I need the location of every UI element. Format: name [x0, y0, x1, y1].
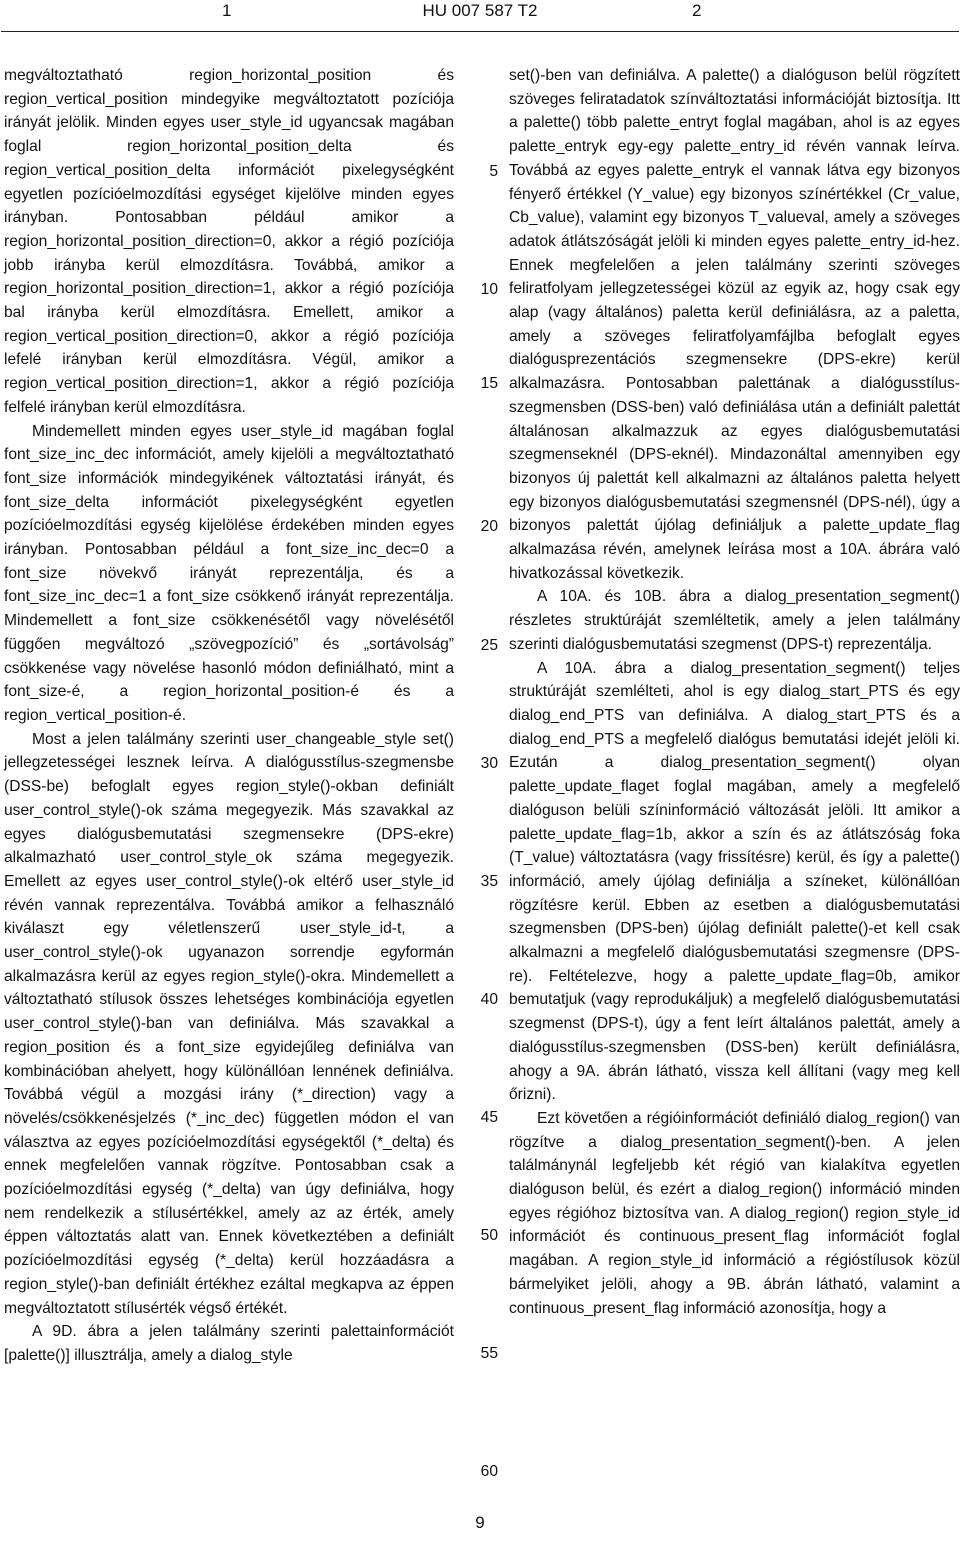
right-paragraph-4: Ezt követően a régióinformációt definiáló dialog_region() van rögzítve a dialog_presentation_segment()-ben. A jelen találmánynál legfeljebb két régió van kialakítva egyetlen dialóguson belül, és ezért a dialog_region() információ minden egyes régióhoz biztosítva van. A dialog_region() region_style_id információt és continuous_present_flag információt foglal magában. A region_style_id információ a régióstílusok közül bármelyiket jelöli, ahogy a 9B. ábrán látható, valamint a continuous_present_flag információ azonosítja, hogy a	[509, 1109, 960, 1317]
right-paragraph-3: A 10A. ábra a dialog_presentation_segment() teljes struktúráját szemlélteti, ahol is egy dialog_start_PTS és egy dialog_end_PTS van definiálva. A dialog_start_PTS és a dialog_end_PTS a megfelelő dialógus bemutatási idejét jelöli ki. Ezután a dialog_presentation_segment() olyan palette_update_flaget foglal magában, amely a megfelelő dialóguson belüli színinformáció változását jelöli. Itt amikor a palette_update_flag=1b, akkor a szín és az átlátszóság foka (T_value) változtatásra (vagy frissítésre) kerül, és így a palette() információ, amely újólag definiálja a színeket, különállóan rögzítésre kerül. Ebben az esetben a dialógusbemutatási szegmensben (DPS-ben) újólag definiált palette()-et kell csak alkalmazni a megfelelő dialógusbemutatási szegmensre (DPS-re). Feltételezve, hogy a palette_update_flag=0b, amikor bemutatjuk (vagy reprodukáljuk) a megfelelő dialógusbemutatási szegmenst (DPS-t), úgy a fent leírt általános palettát, amely a dialógusstílus-szegmensben (DSS-ben) került definiálásra, ahogy a 9A. ábrán látható, vissza kell állítani (vagy meg kell őrizni).	[509, 659, 960, 1104]
line-number-15: 15	[480, 375, 498, 392]
line-number-30: 30	[480, 755, 498, 772]
line-number-60: 60	[480, 1463, 498, 1480]
line-number-5: 5	[489, 163, 498, 180]
left-paragraph-1: megváltoztatható region_horizontal_position és region_vertical_position mindegyike megváltoztatott pozíciója irányát jelölik. Minden egyes user_style_id ugyancsak magában foglal region_horizontal_position_delta és region_vertical_position_delta információt pixelegységként egyetlen pozícióelmozdítási egységet kijelölve minden egyes irányban. Pontosabban például amikor a region_horizontal_position_direction=0, akkor a régió pozíciója jobb irányba kerül elmozdításra. Továbbá, amikor a region_horizontal_position_direction=1, akkor a régió pozíciója bal irányba kerül elmozdításra. Emellett, amikor a region_vertical_position_direction=0, akkor a régió pozíciója lefelé irányban kerül elmozdításra. Végül, amikor a region_vertical_position_direction=1, akkor a régió pozíciója felfelé irányban kerül elmozdításra.	[4, 67, 454, 416]
line-number-50: 50	[480, 1227, 498, 1244]
line-number-40: 40	[480, 991, 498, 1008]
footer-page-number: 9	[475, 1513, 485, 1532]
line-number-45: 45	[480, 1109, 498, 1126]
right-paragraph-2: A 10A. és 10B. ábra a dialog_presentation_segment() részletes struktúráját szemléltetik, amely a jelen találmány szerinti dialógusbemutatási szegmenst (DPS-t) reprezentálja.	[509, 588, 960, 653]
line-number-35: 35	[480, 873, 498, 890]
header-document-id: HU 007 587 T2	[422, 1, 538, 20]
line-number-10: 10	[480, 281, 498, 298]
header-left-page-number: 1	[222, 1, 232, 20]
left-paragraph-2: Mindemellett minden egyes user_style_id magában foglal font_size_inc_dec információt, amely kijelöli a megváltoztatható font_size információk mindegyikének változtatási irányát, és font_size_delta információt pixelegységként egyetlen pozícióelmozdítási egység kijelölése érdekében minden egyes irányban. Pontosabban például a font_size_inc_dec=0 a font_size növekvő irányát reprezentálja, és a font_size_inc_dec=1 a font_size csökkenő irányát reprezentálja. Mindemellett a font_size csökkenésétől vagy növelésétől függően megváltozó „szövegpozíció” és „sortávolság” csökkenése vagy növelése hasonló módon definiálható, mint a font_size-é, a region_horizontal_position-é és a region_vertical_position-é.	[4, 422, 454, 724]
right-column	[509, 64, 960, 1320]
line-number-20: 20	[480, 518, 498, 535]
right-paragraph-1: set()-ben van definiálva. A palette() a dialóguson belül rögzített szöveges feliratadatok színváltoztatási információját biztosítja. Itt a palette() több palette_entryt foglal magában, ahol is az egyes palette_entryk egy-egy palette_entry_id révén vannak leírva. Továbbá az egyes palette_entryk el vannak látva egy bizonyos fényerő értékkel (Y_value) egy bizonyos színértékkel (Cr_value, Cb_value), valamint egy bizonyos T_valueval, amely a szöveges adatok átlátszóságát jelöli ki minden egyes palette_entry_id-hez. Ennek megfelelően a jelen találmány szerinti szöveges feliratfolyam jellegzetességei közül az egyik az, hogy csak egy alap (vagy általános) paletta kerül definiálásra, az a paletta, amely a szöveges feliratfolyamfájlba befoglalt egyes dialógusprezentációs szegmensekre (DPS-ekre) kerül alkalmazásra. Pontosabban palettának a dialógusstílus-szegmensben (DSS-ben) való definiálása után a definiált palettát általánosan alkalmazzuk az egyes dialógusbemutatási szegmenseknél (DPS-eknél). Mindazonáltal amennyiben egy bizonyos új palettát kell alkalmazni az általános paletta helyett egy bizonyos dialógusbemutatási szegmensnél (DPS-nél), úgy a bizonyos palettát újólag definiáljuk a palette_update_flag alkalmazása révén, amelynek leírása most a 10A. ábrára való hivatkozással következik.	[509, 67, 960, 582]
left-paragraph-4: A 9D. ábra a jelen találmány szerinti palettainformációt [palette()] illusztrálja, amely a dialog_style	[4, 1323, 454, 1364]
header-right-page-number: 2	[692, 1, 702, 20]
left-paragraph-3: Most a jelen találmány szerinti user_changeable_style set() jellegzetességei lesznek leírva. A dialógusstílus-szegmensbe (DSS-be) befoglalt egyes region_style()-okban definiált user_control_style()-ok száma megegyezik. Más szavakkal az egyes dialógusbemutatási szegmensekre (DPS-ekre) alkalmazható user_control_style_ok száma megegyezik. Emellett az egyes user_control_style()-ok eltérő user_style_id révén vannak reprezentálva. Továbbá amikor a felhasználó kiválaszt egy véletlenszerű user_style_id-t, a user_control_style()-ok ugyanazon sorrendje egyformán alkalmazásra kerül az egyes region_style()-okra. Mindemellett a változtatható stílusok összes lehetséges kombinációja egyetlen user_control_style()-ban van definiálva. Más szavakkal a region_position és a font_size egyidejűleg definiálva van kombinációban ahelyett, hogy különállóan lennének definiálva. Továbbá végül a mozgási irány (*_direction) vagy a növelés/csökkenésjelzés (*_inc_dec) független módon el van választva az egyes pozícióelmozdítási egységektől (*_delta) és ennek megfelelően vannak rögzítve. Pontosabban csak a pozícióelmozdítási egység (*_delta) van úgy definiálva, hogy nem rendelkezik a stílusértékkel, amely az az érték, amely éppen változtatás alatt van. Ennek következtében a definiált pozícióelmozdítási egység (*_delta) kerül hozzáadásra a region_style()-ban definiált értékhez ezáltal megkapva az éppen megváltoztatott stílusérték végső értékét.	[4, 730, 454, 1317]
line-number-gutter	[468, 0, 498, 1541]
line-number-25: 25	[480, 637, 498, 654]
line-number-55: 55	[480, 1345, 498, 1362]
left-column	[4, 64, 454, 1368]
